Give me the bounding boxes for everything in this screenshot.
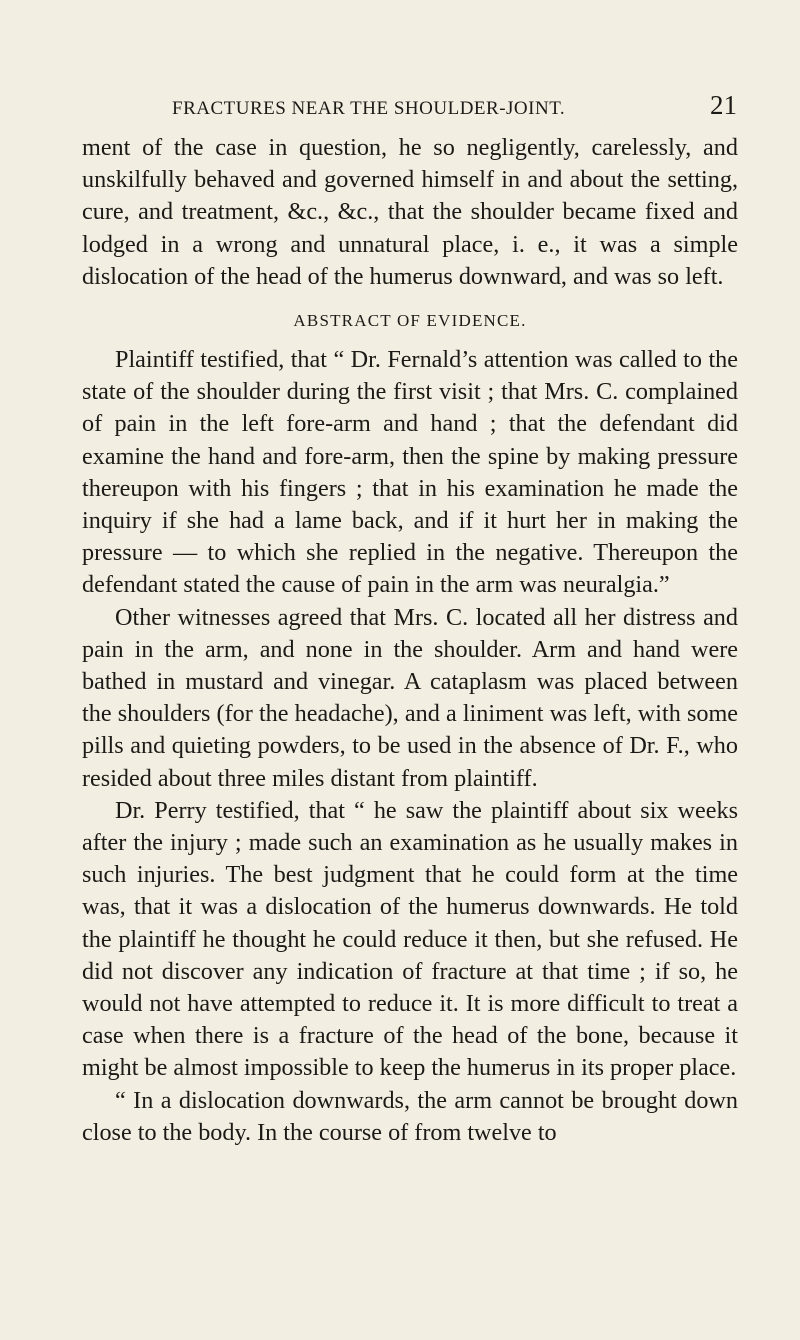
running-head: FRACTURES NEAR THE SHOULDER-JOINT.: [172, 98, 566, 119]
paragraph-dr-perry: Dr. Perry testified, that “ he saw the plaintiff about six weeks after the injury ; made such an examination as he usually makes in such injuries. The best judgment that he could form at the time was, that it was a dislocation of the humerus downwards. He told the plaintiff he thought he could reduce it then, but she refused. He did not discover any indication of fracture at that time ; if so, he would not have attempted to reduce it. It is more difficult to treat a case when there is a fracture of the head of the bone, because it might be almost impossible to keep the humerus in its proper place.: [82, 796, 738, 1082]
paragraph-plaintiff-testimony: Plaintiff testified, that “ Dr. Fernald’s attention was called to the state of the shoulder during the first visit ; that Mrs. C. complained of pain in the left fore-arm and hand ; that the defendant did examine the hand and fore-arm, then the spine by making pressure thereupon with his fingers ; that in his examination he made the inquiry if she had a lame back, and if it hurt her in making the pressure — to which she replied in the negative. Thereupon the defendant stated the cause of pain in the arm was neuralgia.”: [82, 346, 738, 599]
paragraph-other-witnesses: Other witnesses agreed that Mrs. C. located all her distress and pain in the arm, and none in the shoulder. Arm and hand were bathed in mustard and vinegar. A cataplasm was placed between the shoulders (for the headache), and a liniment was left, with some pills and quieting powders, to be used in the absence of Dr. F., who resided about three miles distant from plaintiff.: [82, 603, 738, 792]
paragraph-continuation: ment of the case in question, he so negligently, carelessly, and unskilfully behaved and governed himself in and about the setting, cure, and treatment, &c., &c., that the shoulder became fixed and lodged in a wrong and unnatural place, i. e., it was a simple dislocation of the head of the humerus downward, and was so left.: [82, 134, 738, 290]
section-heading: ABSTRACT OF EVIDENCE.: [293, 311, 527, 331]
page-number: 21: [710, 90, 737, 120]
page-body: [82, 132, 738, 1149]
paragraph-dislocation: “ In a dislocation downwards, the arm cannot be brought down close to the body. In the course of from twelve to: [82, 1086, 738, 1146]
page-header: [172, 90, 737, 121]
